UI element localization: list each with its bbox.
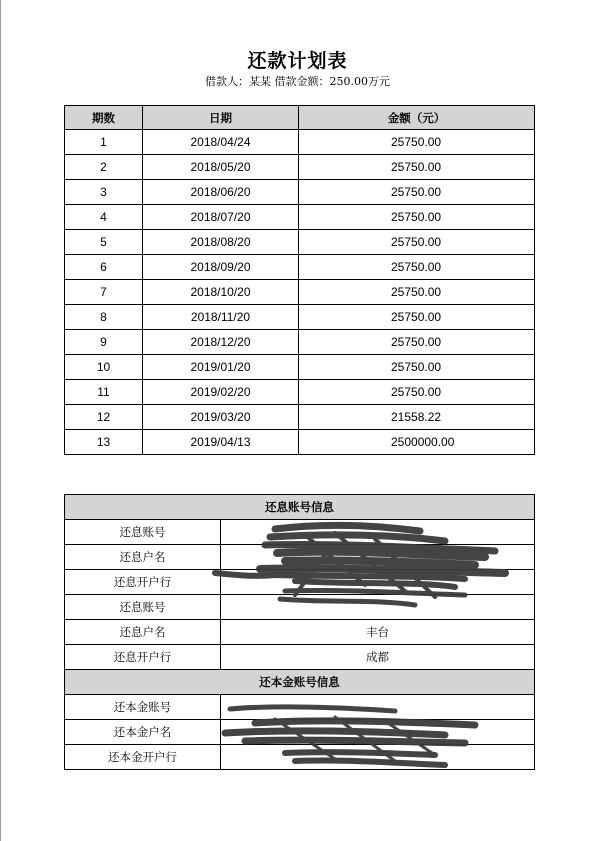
interest-account-label: 还息账号 bbox=[65, 520, 221, 545]
amount-cell: 25750.00 bbox=[299, 180, 535, 205]
column-header-period: 期数 bbox=[65, 106, 143, 130]
table-row bbox=[65, 280, 535, 305]
period-cell: 2 bbox=[65, 155, 143, 180]
interest-section-title: 还息账号信息 bbox=[65, 495, 535, 520]
date-cell: 2018/07/20 bbox=[143, 205, 299, 230]
period-cell: 11 bbox=[65, 380, 143, 405]
table-row bbox=[65, 230, 535, 255]
table-row bbox=[65, 180, 535, 205]
table-row bbox=[65, 620, 535, 645]
table-row bbox=[65, 305, 535, 330]
date-cell: 2018/12/20 bbox=[143, 330, 299, 355]
table-row bbox=[65, 330, 535, 355]
date-cell: 2018/04/24 bbox=[143, 130, 299, 155]
interest-holder-value bbox=[221, 545, 535, 570]
principal-holder-value bbox=[221, 720, 535, 745]
amount-cell: 2500000.00 bbox=[299, 430, 535, 455]
table-row bbox=[65, 380, 535, 405]
amount-cell: 25750.00 bbox=[299, 305, 535, 330]
period-cell: 4 bbox=[65, 205, 143, 230]
date-cell: 2019/01/20 bbox=[143, 355, 299, 380]
period-cell: 1 bbox=[65, 130, 143, 155]
principal-bank-value bbox=[221, 745, 535, 770]
account-info-table bbox=[64, 494, 535, 770]
interest-holder-value-2: 丰台 bbox=[221, 620, 535, 645]
amount-cell: 25750.00 bbox=[299, 380, 535, 405]
date-cell: 2018/08/20 bbox=[143, 230, 299, 255]
column-header-amount: 金额（元） bbox=[299, 106, 535, 130]
column-header-date: 日期 bbox=[143, 106, 299, 130]
table-row bbox=[65, 570, 535, 595]
date-cell: 2019/04/13 bbox=[143, 430, 299, 455]
period-cell: 5 bbox=[65, 230, 143, 255]
date-cell: 2018/09/20 bbox=[143, 255, 299, 280]
interest-account-label-2: 还息账号 bbox=[65, 595, 221, 620]
date-cell: 2018/06/20 bbox=[143, 180, 299, 205]
period-cell: 10 bbox=[65, 355, 143, 380]
period-cell: 8 bbox=[65, 305, 143, 330]
amount-cell: 25750.00 bbox=[299, 155, 535, 180]
amount-cell: 25750.00 bbox=[299, 355, 535, 380]
table-row bbox=[65, 205, 535, 230]
date-cell: 2018/11/20 bbox=[143, 305, 299, 330]
interest-section-row bbox=[65, 495, 535, 520]
table-row bbox=[65, 745, 535, 770]
interest-bank-value-2: 成都 bbox=[221, 645, 535, 670]
period-cell: 7 bbox=[65, 280, 143, 305]
page-edge bbox=[0, 0, 1, 841]
interest-holder-label: 还息户名 bbox=[65, 545, 221, 570]
amount-cell: 25750.00 bbox=[299, 330, 535, 355]
repayment-schedule-table bbox=[64, 105, 535, 455]
amount-cell: 25750.00 bbox=[299, 255, 535, 280]
amount-cell: 25750.00 bbox=[299, 230, 535, 255]
table-row bbox=[65, 695, 535, 720]
table-row bbox=[65, 720, 535, 745]
table-row bbox=[65, 130, 535, 155]
period-cell: 12 bbox=[65, 405, 143, 430]
interest-bank-value bbox=[221, 570, 535, 595]
principal-account-label: 还本金账号 bbox=[65, 695, 221, 720]
interest-account-value-2 bbox=[221, 595, 535, 620]
amount-cell: 25750.00 bbox=[299, 205, 535, 230]
table-row bbox=[65, 405, 535, 430]
table-row bbox=[65, 595, 535, 620]
interest-bank-label: 还息开户行 bbox=[65, 570, 221, 595]
amount-cell: 25750.00 bbox=[299, 280, 535, 305]
principal-holder-label: 还本金户名 bbox=[65, 720, 221, 745]
principal-bank-label: 还本金开户行 bbox=[65, 745, 221, 770]
table-row bbox=[65, 545, 535, 570]
amount-cell: 21558.22 bbox=[299, 405, 535, 430]
principal-account-value bbox=[221, 695, 535, 720]
document-subtitle: 借款人：某某 借款金额：250.00万元 bbox=[205, 75, 390, 88]
principal-section-row bbox=[65, 670, 535, 695]
date-cell: 2018/05/20 bbox=[143, 155, 299, 180]
amount-cell: 25750.00 bbox=[299, 130, 535, 155]
period-cell: 3 bbox=[65, 180, 143, 205]
schedule-header-row bbox=[65, 106, 535, 130]
table-row bbox=[65, 255, 535, 280]
period-cell: 13 bbox=[65, 430, 143, 455]
period-cell: 9 bbox=[65, 330, 143, 355]
table-row bbox=[65, 520, 535, 545]
principal-section-title: 还本金账号信息 bbox=[65, 670, 535, 695]
interest-bank-label-2: 还息开户行 bbox=[65, 645, 221, 670]
date-cell: 2019/03/20 bbox=[143, 405, 299, 430]
date-cell: 2018/10/20 bbox=[143, 280, 299, 305]
period-cell: 6 bbox=[65, 255, 143, 280]
interest-holder-label-2: 还息户名 bbox=[65, 620, 221, 645]
date-cell: 2019/02/20 bbox=[143, 380, 299, 405]
table-row bbox=[65, 645, 535, 670]
table-row bbox=[65, 430, 535, 455]
table-row bbox=[65, 355, 535, 380]
document-title: 还款计划表 bbox=[247, 50, 348, 72]
interest-account-value bbox=[221, 520, 535, 545]
table-row bbox=[65, 155, 535, 180]
